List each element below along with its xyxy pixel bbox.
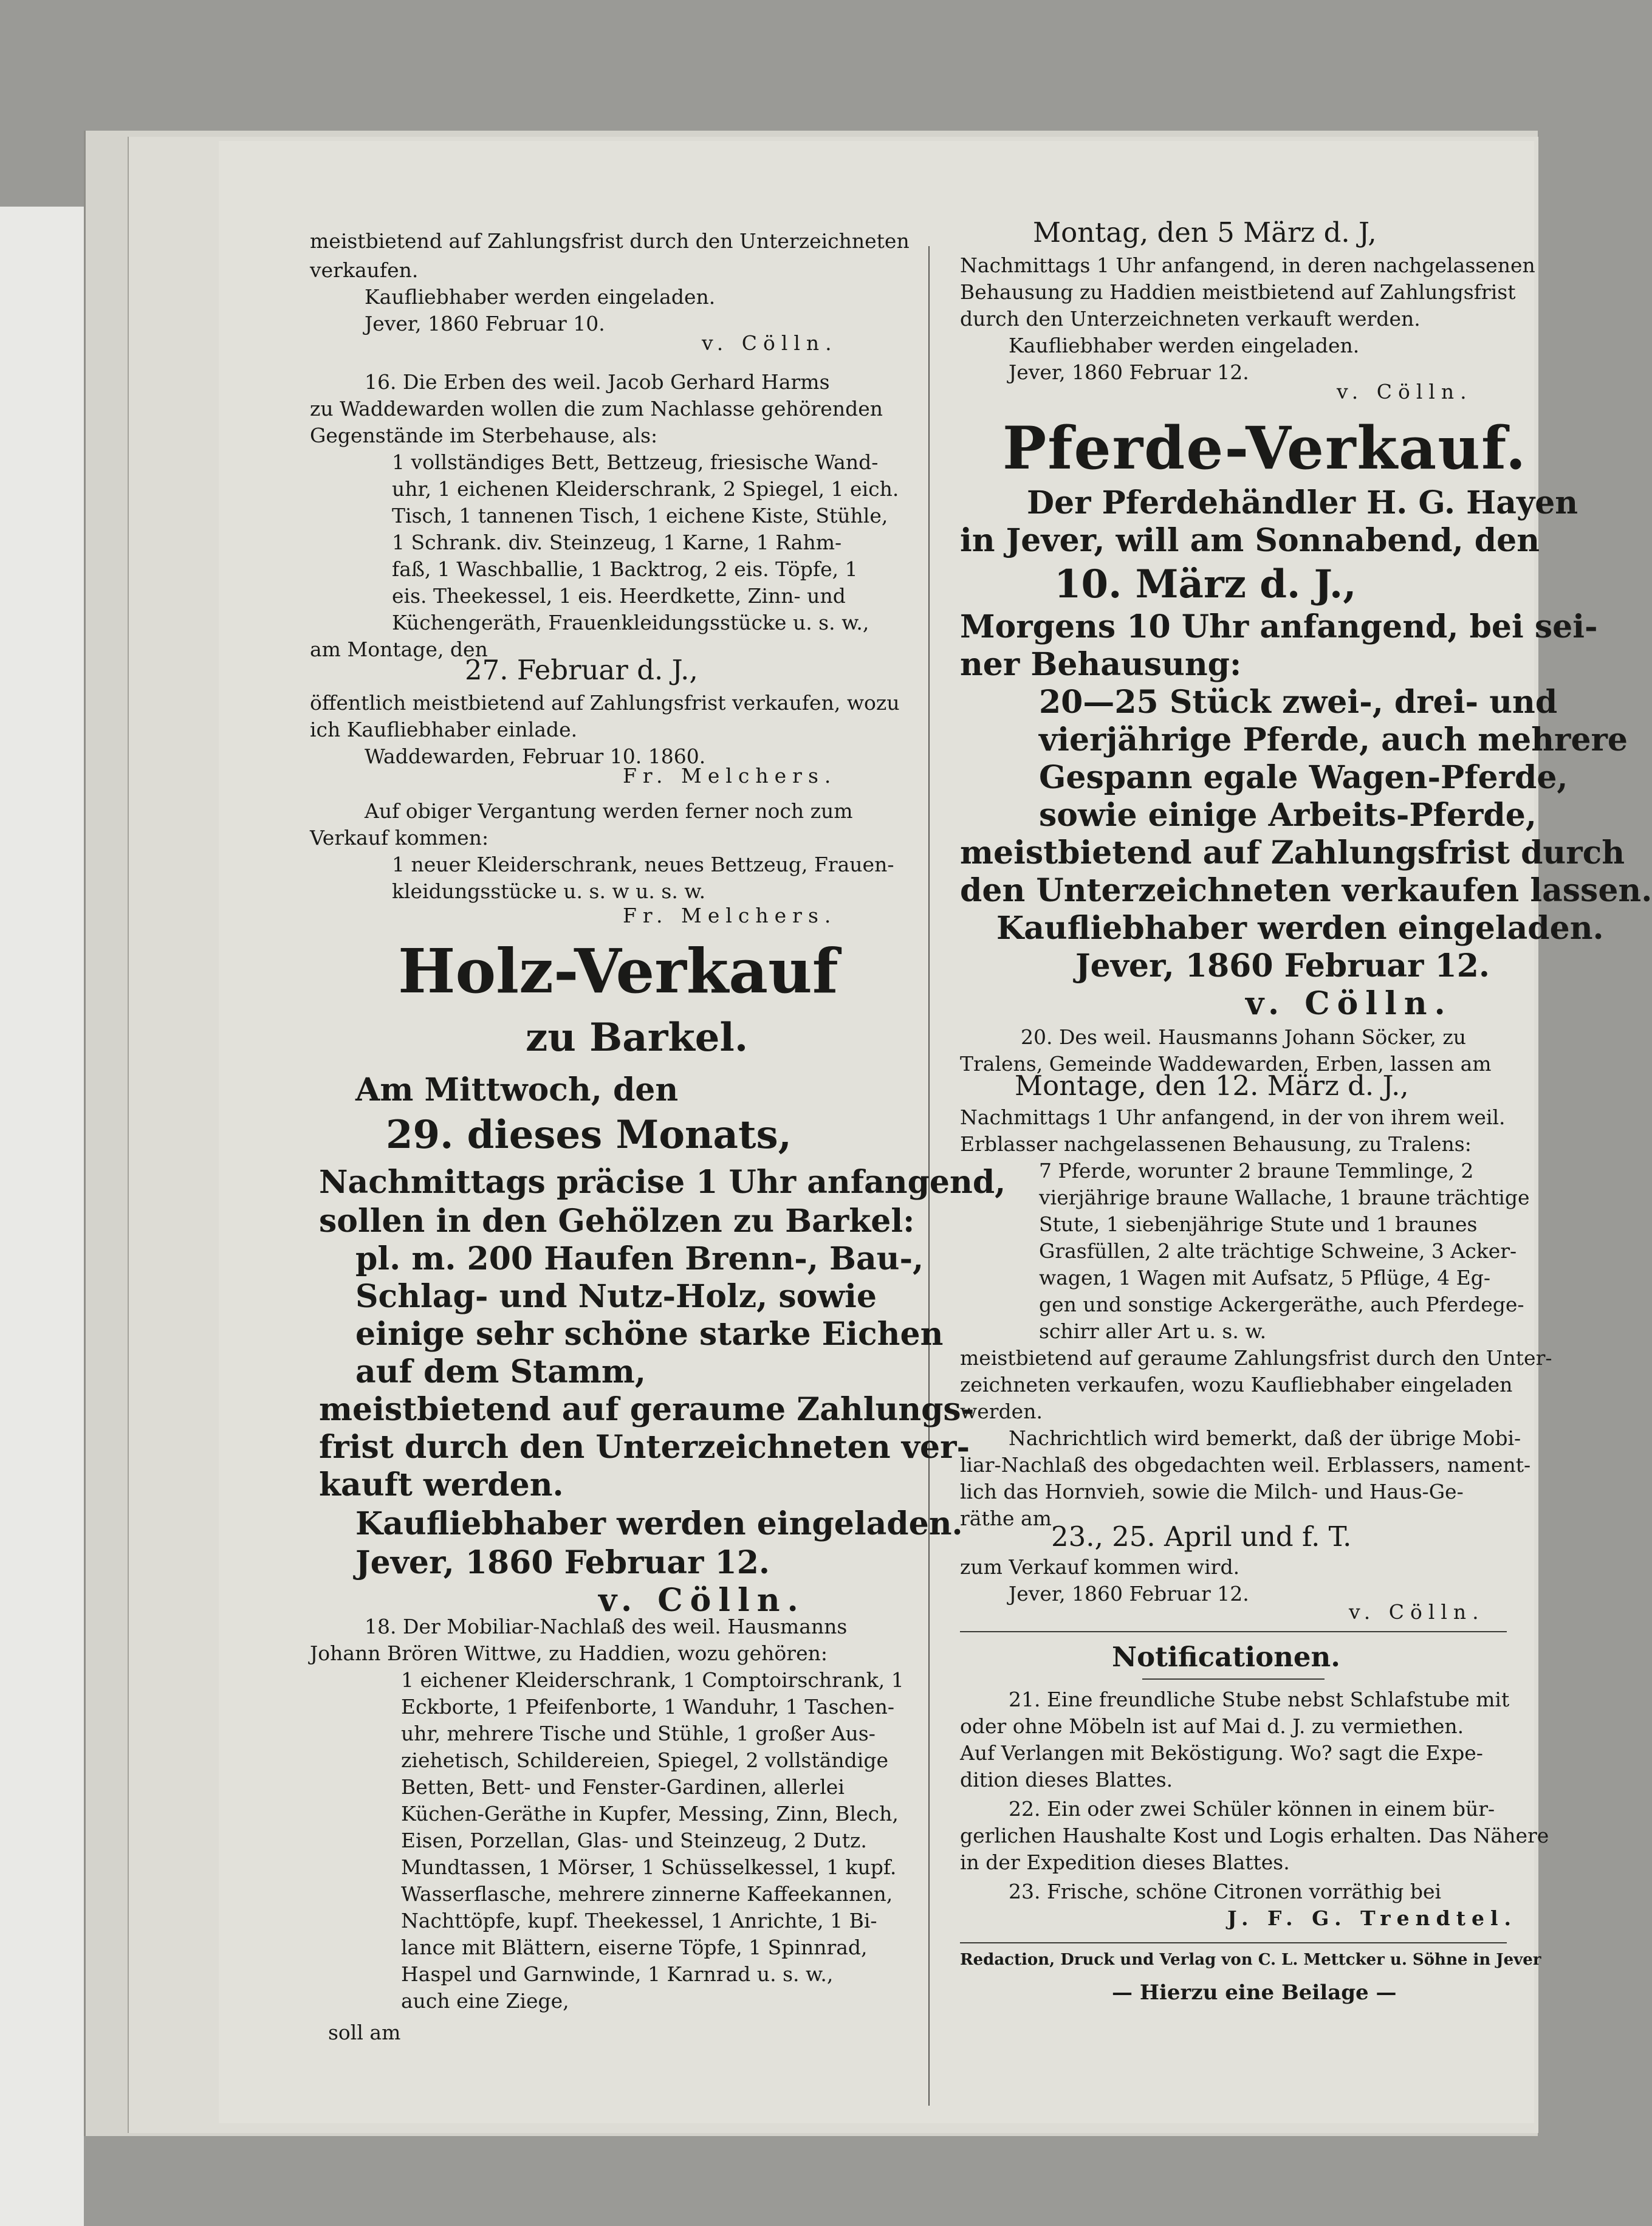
text-line: räthe am <box>960 1506 1052 1530</box>
text-line: wagen, 1 Wagen mit Aufsatz, 5 Pflüge, 4 Eg- <box>1039 1266 1490 1290</box>
text-line: eis. Theekessel, 1 eis. Heerdkette, Zinn- und <box>392 584 846 608</box>
text-line: Jever, 1860 Februar 10. <box>365 312 605 335</box>
ad-date: 10. März d. J., <box>1054 562 1357 607</box>
text-line: soll am <box>328 2021 401 2044</box>
text-line: 7 Pferde, worunter 2 braune Temmlinge, 2 <box>1039 1159 1474 1183</box>
text-line: Haspel und Garnwinde, 1 Karnrad u. s. w., <box>401 1962 834 1986</box>
text-line: Kaufliebhaber werden eingeladen. <box>1009 334 1360 357</box>
text-line: Wasserflasche, mehrere zinnerne Kaffeekannen, <box>401 1882 893 1906</box>
text-line: uhr, mehrere Tische und Stühle, 1 großer Aus- <box>401 1722 876 1745</box>
text-line: gerlichen Haushalte Kost und Logis erhalten. Das Nähere <box>960 1824 1549 1847</box>
ad-signature: v. Cölln. <box>1246 985 1453 1022</box>
text-line: gen und sonstige Ackergeräthe, auch Pferdege- <box>1039 1293 1524 1316</box>
text-line: zu Waddewarden wollen die zum Nachlasse gehörenden <box>310 397 883 421</box>
text-line: Erblasser nachgelassenen Behausung, zu Tralens: <box>960 1132 1472 1156</box>
text-line: 18. Der Mobiliar-Nachlaß des weil. Hausmanns <box>365 1615 848 1638</box>
text-line: Waddewarden, Februar 10. 1860. <box>365 744 706 768</box>
ad-text: sollen in den Gehölzen zu Barkel: <box>319 1203 915 1240</box>
ad-subheadline: zu Barkel. <box>526 1015 749 1060</box>
text-line: Nachmittags 1 Uhr anfangend, in der von ihrem weil. <box>960 1105 1506 1129</box>
ad-text: sowie einige Arbeits-Pferde, <box>1039 797 1537 834</box>
text-line: Mundtassen, 1 Mörser, 1 Schüsselkessel, 1 kupf. <box>401 1855 897 1879</box>
text-line: Nachttöpfe, kupf. Theekessel, 1 Anrichte, 1 Bi- <box>401 1909 877 1932</box>
text-line: dition dieses Blattes. <box>960 1768 1173 1791</box>
text-line: durch den Unterzeichneten verkauft werden. <box>960 307 1421 331</box>
text-line: zeichneten verkaufen, wozu Kaufliebhaber eingeladen <box>960 1373 1513 1396</box>
ad-text: Kaufliebhaber werden eingeladen. <box>355 1505 963 1542</box>
title-underline <box>1142 1678 1325 1680</box>
signature: Fr. Melchers. <box>623 904 837 927</box>
auction-date: Montag, den 5 März d. J, <box>1033 216 1377 249</box>
text-line: Jever, 1860 Februar 12. <box>1009 1582 1249 1606</box>
ad-text: Schlag- und Nutz-Holz, sowie <box>355 1278 877 1315</box>
text-line: meistbietend auf geraume Zahlungsfrist durch den Unter- <box>960 1346 1552 1370</box>
text-line: Tralens, Gemeinde Waddewarden, Erben, lassen am <box>960 1052 1492 1076</box>
text-line: ich Kaufliebhaber einlade. <box>310 718 578 741</box>
ad-text: Kaufliebhaber werden eingeladen. <box>996 910 1604 947</box>
ad-text: pl. m. 200 Haufen Brenn-, Bau-, <box>355 1240 924 1277</box>
ad-text: Jever, 1860 Februar 12. <box>1075 947 1490 984</box>
text-line: verkaufen. <box>310 258 419 282</box>
text-line: 22. Ein oder zwei Schüler können in einem bür- <box>1009 1797 1495 1821</box>
text-line: meistbietend auf Zahlungsfrist durch den Unterzeichneten <box>310 229 910 253</box>
ad-text: Morgens 10 Uhr anfangend, bei sei- <box>960 608 1598 645</box>
ad-signature: v. Cölln. <box>598 1582 806 1619</box>
text-line: Behausung zu Haddien meistbietend auf Zahlungsfrist <box>960 280 1516 304</box>
text-line: Stute, 1 siebenjährige Stute und 1 braunes <box>1039 1212 1478 1236</box>
signature: v. Cölln. <box>1349 1600 1485 1624</box>
text-line: 20. Des weil. Hausmanns Johann Söcker, zu <box>1021 1025 1467 1049</box>
text-line: Betten, Bett- und Fenster-Gardinen, allerlei <box>401 1775 845 1799</box>
text-line: Auf obiger Vergantung werden ferner noch zum <box>365 799 853 823</box>
ad-headline: Holz-Verkauf <box>398 935 838 1007</box>
ad-text: Nachmittags präcise 1 Uhr anfangend, <box>319 1164 1006 1201</box>
text-line: 21. Eine freundliche Stube nebst Schlafstube mit <box>1009 1688 1510 1711</box>
ad-text: in Jever, will am Sonnabend, den <box>960 522 1540 559</box>
text-line: lich das Hornvieh, sowie die Milch- und Haus-Ge- <box>960 1480 1464 1503</box>
supplement-note: — Hierzu eine Beilage — <box>1112 1980 1397 2005</box>
ad-text: einige sehr schöne starke Eichen <box>355 1316 944 1353</box>
text-line: schirr aller Art u. s. w. <box>1039 1319 1267 1343</box>
imprint: Redaction, Druck und Verlag von C. L. Mettcker u. Söhne in Jever <box>960 1951 1541 1969</box>
ad-text: ner Behausung: <box>960 646 1242 683</box>
ad-text: Der Pferdehändler H. G. Hayen <box>1027 484 1578 521</box>
text-line: 1 Schrank. div. Steinzeug, 1 Karne, 1 Rahm- <box>392 531 842 554</box>
text-line: in der Expedition dieses Blattes. <box>960 1850 1290 1874</box>
text-line: faß, 1 Waschballie, 1 Backtrog, 2 eis. Töpfe, 1 <box>392 557 858 581</box>
text-line: uhr, 1 eichenen Kleiderschrank, 2 Spiegel, 1 eich. <box>392 477 899 501</box>
background-strip <box>0 207 84 2226</box>
text-line: Verkauf kommen: <box>310 826 489 850</box>
text-line: Küchen-Geräthe in Kupfer, Messing, Zinn, Blech, <box>401 1802 899 1826</box>
ad-date: 29. dieses Monats, <box>386 1112 792 1158</box>
ad-text: meistbietend auf Zahlungsfrist durch <box>960 834 1625 871</box>
text-line: Küchengeräth, Frauenkleidungsstücke u. s. w., <box>392 611 869 634</box>
text-line: Jever, 1860 Februar 12. <box>1009 360 1249 384</box>
ad-text: frist durch den Unterzeichneten ver- <box>319 1429 970 1466</box>
ad-text: den Unterzeichneten verkaufen lassen. <box>960 872 1652 909</box>
text-line: Auf Verlangen mit Beköstigung. Wo? sagt die Expe- <box>960 1741 1483 1765</box>
text-line: Grasfüllen, 2 alte trächtige Schweine, 3 Acker- <box>1039 1239 1517 1263</box>
text-line: liar-Nachlaß des obgedachten weil. Erblassers, nament- <box>960 1453 1531 1477</box>
section-rule <box>960 1631 1507 1632</box>
text-line: Johann Brören Wittwe, zu Haddien, wozu gehören: <box>310 1641 828 1665</box>
text-line: auch eine Ziege, <box>401 1989 569 2013</box>
section-rule <box>960 1942 1507 1943</box>
ad-text: vierjährige Pferde, auch mehrere <box>1039 721 1628 758</box>
text-line: Nachmittags 1 Uhr anfangend, in deren nachgelassenen <box>960 253 1535 277</box>
ad-headline: Pferde-Verkauf. <box>1003 414 1527 483</box>
text-line: werden. <box>960 1400 1043 1423</box>
text-line: am Montage, den <box>310 637 488 661</box>
signature: Fr. Melchers. <box>623 764 837 788</box>
signature: v. Cölln. <box>702 331 838 355</box>
text-line: 16. Die Erben des weil. Jacob Gerhard Harms <box>365 370 830 394</box>
ad-text: meistbietend auf geraume Zahlungs- <box>319 1391 975 1428</box>
ad-text: 20—25 Stück zwei-, drei- und <box>1039 684 1558 721</box>
text-line: Kaufliebhaber werden eingeladen. <box>365 285 716 309</box>
signature: v. Cölln. <box>1337 380 1473 404</box>
text-line: lance mit Blättern, eiserne Töpfe, 1 Spinnrad, <box>401 1936 868 1959</box>
ad-text: auf dem Stamm, <box>355 1353 646 1390</box>
text-line: Tisch, 1 tannenen Tisch, 1 eichene Kiste, Stühle, <box>392 504 888 527</box>
ad-text: Gespann egale Wagen-Pferde, <box>1039 759 1568 796</box>
text-line: 1 neuer Kleiderschrank, neues Bettzeug, Frauen- <box>392 853 894 876</box>
text-line: 1 vollständiges Bett, Bettzeug, friesische Wand- <box>392 450 879 474</box>
text-line: vierjährige braune Wallache, 1 braune trächtige <box>1039 1186 1530 1209</box>
text-line: Eckborte, 1 Pfeifenborte, 1 Wanduhr, 1 Taschen- <box>401 1695 895 1719</box>
signature: J. F. G. Trendtel. <box>1227 1906 1517 1930</box>
auction-date: 23., 25. April und f. T. <box>1051 1520 1352 1553</box>
text-line: zum Verkauf kommen wird. <box>960 1555 1240 1579</box>
text-line: 1 eichener Kleiderschrank, 1 Comptoirschrank, 1 <box>401 1668 904 1692</box>
text-line: Eisen, Porzellan, Glas- und Steinzeug, 2 Dutz. <box>401 1829 867 1852</box>
ad-text: Jever, 1860 Februar 12. <box>355 1544 770 1581</box>
text-line: kleidungsstücke u. s. w u. s. w. <box>392 879 706 903</box>
text-line: öffentlich meistbietend auf Zahlungsfrist verkaufen, wozu <box>310 691 900 715</box>
ad-text: Am Mittwoch, den <box>355 1071 679 1108</box>
section-title: Notificationen. <box>1112 1641 1340 1673</box>
text-line: oder ohne Möbeln ist auf Mai d. J. zu vermiethen. <box>960 1714 1464 1738</box>
text-line: Gegenstände im Sterbehause, als: <box>310 424 658 447</box>
auction-date: Montage, den 12. März d. J., <box>1015 1070 1409 1102</box>
text-line: ziehetisch, Schildereien, Spiegel, 2 vollständige <box>401 1748 889 1772</box>
text-line: Nachrichtlich wird bemerkt, daß der übrige Mobi- <box>1009 1426 1521 1450</box>
auction-date: 27. Februar d. J., <box>465 654 698 686</box>
text-line: 23. Frische, schöne Citronen vorräthig bei <box>1009 1880 1442 1903</box>
ad-text: kauft werden. <box>319 1466 564 1503</box>
